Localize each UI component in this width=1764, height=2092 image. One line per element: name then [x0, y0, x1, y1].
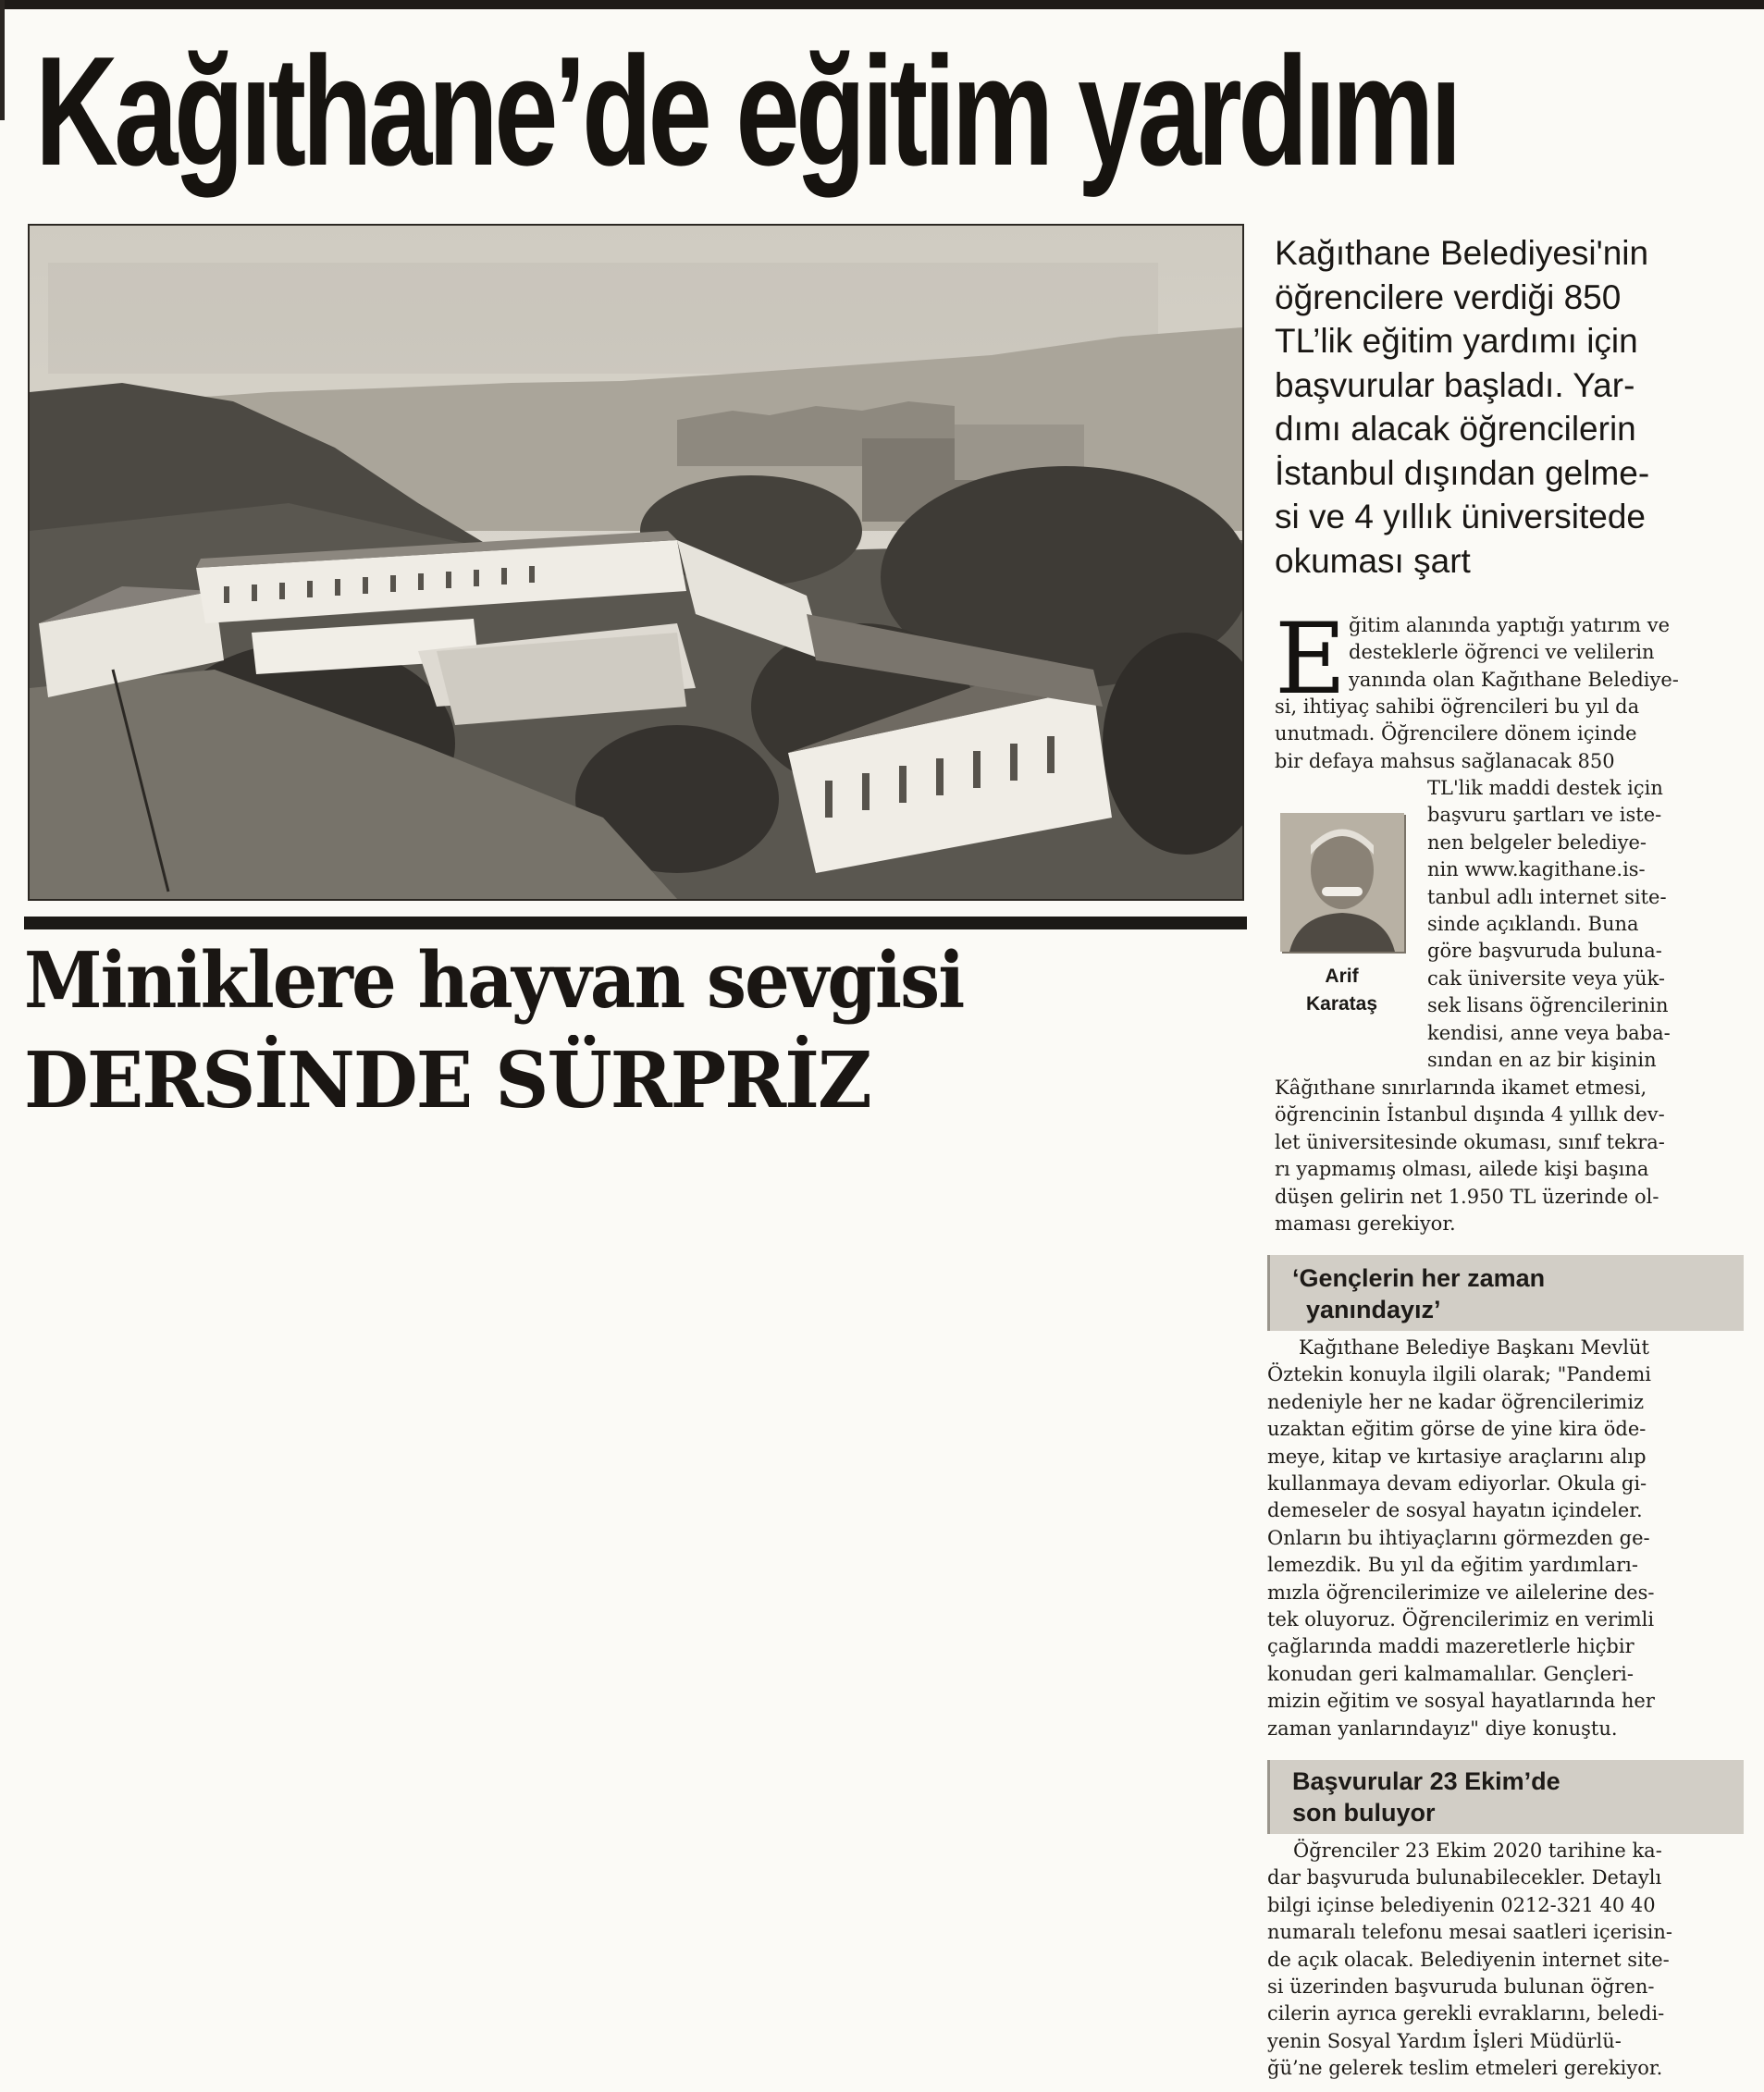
body-line: TL'lik maddi destek için: [1427, 777, 1663, 799]
body-line: sinde açıklandı. Buna: [1427, 913, 1639, 936]
body-line: düşen gelirin net 1.950 TL üzerinde ol-: [1275, 1185, 1659, 1208]
body-line: cak üniversite veya yük-: [1427, 966, 1666, 990]
author-first-name: Arif: [1325, 966, 1359, 987]
body-line: Öztekin konuyla ilgili olarak; "Pandemi: [1267, 1363, 1651, 1386]
body-line: lemezdik. Bu yıl da eğitim yardımları-: [1267, 1554, 1638, 1577]
body-line: sından en az bir kişinin: [1427, 1049, 1657, 1072]
body-line: meye, kitap ve kırtasiye araçlarını alıp: [1267, 1445, 1647, 1468]
drop-cap: E: [1275, 602, 1347, 716]
section-subtitle: [1267, 1255, 1744, 1331]
body-line: rı yapmamış olması, ailede kişi başına: [1275, 1158, 1649, 1181]
left-edge-rule: [0, 0, 5, 120]
author-name: [1275, 963, 1409, 1018]
headline: Kağıthane’de eğitim yardımı: [35, 24, 1459, 198]
intro-paragraph: [1349, 612, 1679, 694]
body-line: demeseler de sosyal hayatın içindeler.: [1267, 1499, 1643, 1522]
body-line: Onların bu ihtiyaçlarını görmezden ge-: [1267, 1526, 1650, 1549]
body-line: bilgi içinse belediyenin 0212-321 40 40: [1267, 1893, 1656, 1916]
subhead-line: dımı alacak öğrencilerin: [1275, 410, 1636, 448]
second-article-rule: [24, 917, 1247, 929]
body-line: Kâğıthane sınırlarında ikamet etmesi,: [1275, 1077, 1647, 1099]
body-line: bir defaya mahsus sağlanacak 850: [1275, 749, 1615, 772]
body-line: konudan geri kalmamalılar. Gençleri-: [1267, 1662, 1634, 1685]
body-line: maması gerekiyor.: [1275, 1212, 1456, 1236]
subhead-line: öğrencilere verdiği 850: [1275, 277, 1622, 316]
body-line: tanbul adlı internet site-: [1427, 885, 1667, 908]
author-photo: [1280, 813, 1404, 952]
body-line: desteklerle öğrenci ve velilerin: [1349, 641, 1655, 664]
body-line: yenin Sosyal Yardım İşleri Müdürlü-: [1267, 2029, 1622, 2052]
body-line: öğrencinin İstanbul dışında 4 yıllık dev-: [1275, 1103, 1665, 1126]
body-line: zaman yanlarındayız" diye konuştu.: [1267, 1717, 1618, 1740]
body-line: nen belgeler belediye-: [1427, 831, 1647, 854]
body-line: nin www.kagithane.is-: [1427, 858, 1646, 881]
author-portrait: [1280, 813, 1404, 952]
body-line: numaralı telefonu mesai saatleri içerisin-: [1267, 1921, 1672, 1944]
body-line: ğü’ne gelerek teslim etmeleri gerekiyor.: [1267, 2057, 1663, 2080]
body-line: mızla öğrencilerimize ve ailelerine des-: [1267, 1581, 1655, 1604]
body-line: sek lisans öğrencilerinin: [1427, 994, 1669, 1017]
body-line: tek oluyoruz. Öğrencilerimiz en verimli: [1267, 1608, 1655, 1631]
subhead-line: Kağıthane Belediyesi'nin: [1275, 234, 1649, 272]
subhead-line: okuması şart: [1275, 541, 1471, 580]
body-line: göre başvuruda buluna-: [1427, 940, 1662, 963]
quote-paragraph: [1267, 1335, 1655, 1742]
deadline-paragraph: [1267, 1838, 1672, 2083]
body-line: Öğrenciler 23 Ekim 2020 tarihine ka-: [1293, 1840, 1662, 1862]
top-rule: [0, 0, 1764, 9]
body-line: Kağıthane Belediye Başkanı Mevlüt: [1299, 1336, 1649, 1359]
article-subhead: [1275, 231, 1746, 583]
body-line: si, ihtiyaç sahibi öğrencileri bu yıl da: [1275, 695, 1640, 718]
body-line: uzaktan eğitim görse de yine kira öde-: [1267, 1418, 1647, 1441]
subhead-line: si ve 4 yıllık üniversitede: [1275, 498, 1647, 535]
subhead-line: İstanbul dışından gelme-: [1275, 453, 1650, 492]
subtitle-line: son buluyor: [1292, 1799, 1436, 1827]
body-line: çağlarında maddi mazeretlerle hiçbir: [1267, 1635, 1634, 1658]
subhead-line: başvurular başladı. Yar-: [1275, 365, 1635, 404]
body-line: de açık olacak. Belediyenin internet site-: [1267, 1948, 1670, 1971]
second-headline-line: DERSİNDE SÜRPRİZ: [24, 1035, 870, 1126]
subtitle-line: Başvurular 23 Ekim’de: [1292, 1767, 1560, 1795]
second-headline-line: Miniklere hayvan sevgisi: [24, 935, 964, 1026]
section-subtitle: [1267, 1760, 1744, 1834]
body-line: başvuru şartları ve iste-: [1427, 804, 1662, 827]
body-line: yanında olan Kağıthane Belediye-: [1349, 668, 1679, 691]
body-line: kendisi, anne veya baba-: [1427, 1021, 1671, 1044]
body-line: si üzerinden başvuruda bulunan öğren-: [1267, 1975, 1655, 1999]
body-line: unutmadı. Öğrencilere dönem içinde: [1275, 722, 1637, 745]
requirements-paragraph: [1275, 1075, 1665, 1237]
campus-photo: [28, 224, 1244, 901]
body-line: kullanmaya devam ediyorlar. Okula gi-: [1267, 1472, 1647, 1495]
author-byline: [1275, 807, 1409, 1034]
body-line: dar başvuruda bulunabilecekler. Detaylı: [1267, 1866, 1662, 1889]
body-line: cilerin ayrıca gerekli evraklarını, beledi-: [1267, 2002, 1665, 2025]
body-line: nedeniyle her ne kadar öğrencilerimiz: [1267, 1390, 1645, 1413]
campus-photo-illustration: [30, 226, 1242, 899]
intro-paragraph-continued: [1275, 694, 1639, 775]
subhead-line: TL’lik eğitim yardımı için: [1275, 322, 1638, 360]
body-line: mizin eğitim ve sosyal hayatlarında her: [1267, 1690, 1655, 1713]
second-article-headline: [24, 934, 1045, 1126]
author-last-name: Karataş: [1305, 993, 1378, 1015]
side-column-text: [1427, 775, 1671, 1074]
subtitle-line: ‘Gençlerin her zaman: [1292, 1264, 1546, 1292]
subtitle-line: yanındayız’: [1306, 1296, 1441, 1323]
body-line: ğitim alanında yaptığı yatırım ve: [1349, 614, 1671, 636]
body-line: let üniversitesinde okuması, sınıf tekra-: [1275, 1130, 1665, 1153]
